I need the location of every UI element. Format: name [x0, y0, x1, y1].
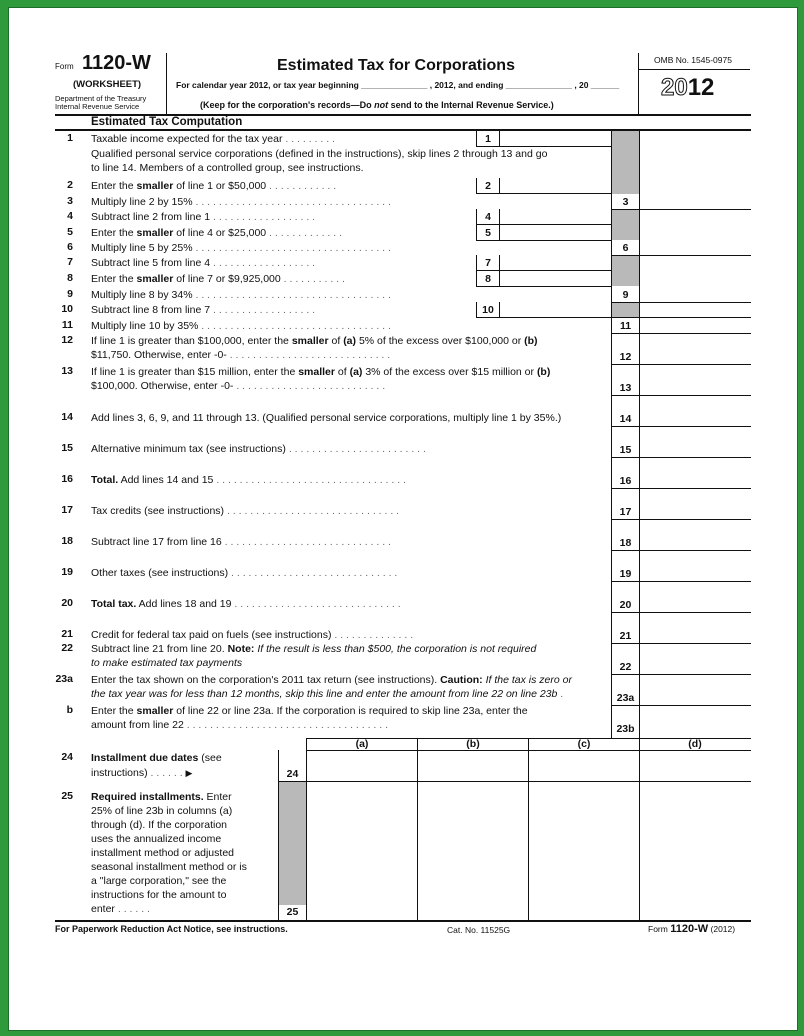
line-17-text: Tax credits (see instructions) . . . . . . . . . . . . . . . . . . . . . . . . . . . . . .	[91, 505, 400, 517]
box-label-8: 8	[485, 273, 491, 285]
col-header-b: (b)	[466, 738, 480, 750]
line-16-amount[interactable]	[640, 458, 750, 487]
box-label-13: 13	[619, 382, 632, 394]
inner-box-2-bottom	[476, 193, 611, 194]
shade-7-8	[612, 255, 639, 286]
header-divider-right	[638, 53, 639, 114]
box-label-11: 11	[619, 320, 632, 332]
line-23b-number: b	[66, 704, 73, 716]
footer-rule	[55, 920, 751, 922]
box-label-20: 20	[619, 599, 632, 611]
line-21-number: 21	[61, 628, 73, 640]
col-header-c: (c)	[577, 738, 591, 750]
line-25-text-2: 25% of line 23b in columns (a)	[91, 805, 233, 817]
line-25-text-4: uses the annualized income	[91, 833, 222, 845]
omb-rule	[639, 69, 750, 70]
row-9-bottom	[612, 302, 751, 303]
box-label-17: 17	[619, 506, 632, 518]
line-6-amount[interactable]	[640, 241, 750, 254]
line-3-text: Multiply line 2 by 15% . . . . . . . . . . . . . . . . . . . . . . . . . . . . . . . . . .	[91, 196, 391, 208]
line-4-amount[interactable]	[500, 210, 610, 223]
row-3-bottom	[612, 209, 751, 210]
line-25-text-7: a "large corporation," see the	[91, 875, 227, 887]
line-15-text: Alternative minimum tax (see instructions) . . . . . . . . . . . . . . . . . . . . . . . .	[91, 443, 426, 455]
line-23b-text-2: amount from line 22 . . . . . . . . . . . . . . . . . . . . . . . . . . . . . . . . . . .	[91, 719, 389, 731]
box-label-6: 6	[622, 242, 629, 254]
line-14-number: 14	[61, 411, 73, 423]
dept-line-2: Internal Revenue Service	[55, 102, 140, 111]
line-8-number: 8	[67, 272, 73, 284]
line-8-amount[interactable]	[500, 272, 610, 285]
omb-number: OMB No. 1545-0975	[654, 55, 732, 65]
box-label-15: 15	[619, 444, 632, 456]
line-23b-text: Enter the smaller of line 22 or line 23a. If the corporation is required to skip line 23a, enter the	[91, 705, 528, 717]
line-17-number: 17	[61, 504, 73, 516]
line-20-number: 20	[61, 597, 73, 609]
line-3-number: 3	[67, 195, 73, 207]
arrow-right-icon: ▶	[185, 768, 193, 778]
line-22-amount[interactable]	[640, 644, 750, 673]
line-16-text: Total. Add lines 14 and 15 . . . . . . . . . . . . . . . . . . . . . . . . . . . . . . . . .	[91, 474, 406, 486]
line-25-number: 25	[61, 790, 73, 802]
col-header-d: (d)	[688, 738, 702, 750]
line-25-text-5: installment method or adjusted	[91, 847, 234, 859]
line-11-amount[interactable]	[640, 319, 750, 332]
line-4-text: Subtract line 2 from line 1 . . . . . . . . . . . . . . . . . .	[91, 211, 316, 223]
col-d-left	[639, 738, 640, 920]
line-19-number: 19	[61, 566, 73, 578]
line-18-amount[interactable]	[640, 520, 750, 549]
line-25-text-3: through (d). If the corporation	[91, 819, 227, 831]
box-label-22: 22	[619, 661, 632, 673]
box-label-1: 1	[485, 133, 491, 145]
inner-box-8-bottom	[476, 286, 611, 287]
keep-records-note: (Keep for the corporation's records—Do not send to the Internal Revenue Service.)	[200, 100, 554, 110]
line-10-amount[interactable]	[500, 303, 610, 316]
box-label-4: 4	[485, 211, 491, 223]
line-11-number: 11	[61, 319, 73, 331]
line-5-number: 5	[67, 226, 73, 238]
section-title: Estimated Tax Computation	[91, 116, 243, 128]
line-24-number: 24	[61, 751, 73, 763]
line-8-text: Enter the smaller of line 7 or $9,925,000 . . . . . . . . . . .	[91, 273, 345, 285]
line-3-amount[interactable]	[640, 195, 750, 208]
line-13-amount[interactable]	[640, 365, 750, 394]
box-label-21: 21	[619, 630, 632, 642]
row-24-bottom	[279, 781, 751, 782]
line-9-number: 9	[67, 288, 73, 300]
catalog-number: Cat. No. 11525G	[447, 925, 511, 935]
line-7-amount[interactable]	[500, 256, 610, 269]
shade-25	[279, 781, 306, 905]
line-1-text: Taxable income expected for the tax year . . . . . . . . .	[91, 133, 335, 145]
box-label-24: 24	[286, 768, 299, 780]
line-10-text: Subtract line 8 from line 7 . . . . . . . . . . . . . . . . . .	[91, 304, 316, 316]
section-title-rule	[55, 129, 751, 131]
line-18-text: Subtract line 17 from line 16 . . . . . . . . . . . . . . . . . . . . . . . . . . . . .	[91, 536, 391, 548]
line-1-number: 1	[67, 132, 73, 144]
line-16-number: 16	[61, 473, 73, 485]
line-25-text-9: enter . . . . . .	[91, 903, 150, 915]
inner-box-10-bottom	[476, 317, 611, 318]
paperwork-notice: For Paperwork Reduction Act Notice, see instructions.	[55, 924, 288, 934]
row-10-bottom	[612, 317, 751, 318]
line-5-text: Enter the smaller of line 4 or $25,000 . . . . . . . . . . . . .	[91, 227, 342, 239]
line-24-text-2: instructions) . . . . . . ▶	[91, 767, 193, 779]
box-label-18: 18	[619, 537, 632, 549]
form-number: 1120-W	[82, 52, 151, 74]
worksheet-label: (WORKSHEET)	[73, 79, 142, 90]
footer-form: Form 1120-W (2012)	[648, 923, 736, 935]
required-installment-d[interactable]	[641, 783, 749, 919]
line-23b-amount[interactable]	[640, 706, 750, 735]
box-label-10: 10	[482, 304, 494, 316]
col-c-left	[528, 738, 529, 920]
box-label-12: 12	[619, 351, 632, 363]
line-7-text: Subtract line 5 from line 4 . . . . . . . . . . . . . . . . . .	[91, 257, 316, 269]
installment-date-b[interactable]	[419, 752, 527, 780]
shade-1-2	[612, 131, 639, 194]
line-15-amount[interactable]	[640, 427, 750, 456]
dept-line-1: Department of the Treasury	[55, 94, 147, 103]
line-2-text: Enter the smaller of line 1 or $50,000 . . . . . . . . . . . .	[91, 180, 337, 192]
line-13-number: 13	[61, 365, 73, 377]
line-17-amount[interactable]	[640, 489, 750, 518]
box-label-25: 25	[286, 906, 299, 918]
line-12-text-2: $11,750. Otherwise, enter -0- . . . . . . . . . . . . . . . . . . . . . . . . . . . .	[91, 349, 391, 361]
installment-date-c[interactable]	[530, 752, 638, 780]
required-installment-b[interactable]	[419, 783, 527, 919]
line-14-amount[interactable]	[640, 396, 750, 425]
form-title: Estimated Tax for Corporations	[277, 57, 515, 74]
line-13-text: If line 1 is greater than $15 million, enter the smaller of (a) 3% of the excess over $15 million or (b)	[91, 366, 551, 378]
line-22-text: Subtract line 21 from line 20. Note: If the result is less than $500, the corporation is not required	[91, 643, 537, 655]
line-12-text: If line 1 is greater than $100,000, enter the smaller of (a) 5% of the excess over $100,000 or (b)	[91, 335, 538, 347]
line-25-text-6: seasonal installment method or is	[91, 861, 247, 873]
line-22-text-2: to make estimated tax payments	[91, 657, 243, 669]
tax-year: 2012	[661, 74, 715, 101]
line-23a-number: 23a	[55, 673, 73, 685]
line-18-number: 18	[61, 535, 73, 547]
line-15-number: 15	[61, 442, 73, 454]
form-sheet	[8, 7, 798, 1031]
line-9-text: Multiply line 8 by 34% . . . . . . . . . . . . . . . . . . . . . . . . . . . . . . . . . .	[91, 289, 391, 301]
line-12-amount[interactable]	[640, 334, 750, 363]
inner-box-5-bottom	[476, 240, 611, 241]
line-13-text-2: $100,000. Otherwise, enter -0- . . . . . . . . . . . . . . . . . . . . . . . . . .	[91, 380, 386, 392]
row-6-bottom	[612, 255, 751, 256]
required-installment-c[interactable]	[530, 783, 638, 919]
calendar-year-line: For calendar year 2012, or tax year beginning ______________ , 2012, and ending ______________ , 20 ______	[176, 80, 620, 90]
box-label-23b: 23b	[616, 723, 635, 735]
line-14-text: Add lines 3, 6, 9, and 11 through 13. (Qualified personal service corporations, multiply line 1 by 35%.)	[91, 412, 562, 424]
line-7-number: 7	[67, 256, 73, 268]
line-10-number: 10	[61, 303, 73, 315]
box-label-14: 14	[619, 413, 632, 425]
col-b-left	[417, 738, 418, 920]
line-2-amount[interactable]	[500, 179, 610, 192]
line-20-amount[interactable]	[640, 582, 750, 611]
line-9-amount[interactable]	[640, 288, 750, 301]
line-24-text: Installment due dates (see	[91, 752, 222, 764]
line-23a-text-2: the tax year was for less than 12 months, skip this line and enter the amount from line 22 on line 23b .	[91, 688, 564, 700]
shade-10	[612, 302, 639, 317]
shade-4-5	[612, 209, 639, 240]
line-21-amount[interactable]	[640, 613, 750, 642]
line-11-text: Multiply line 10 by 35% . . . . . . . . . . . . . . . . . . . . . . . . . . . . . . . . .	[91, 320, 391, 332]
line-1-amount[interactable]	[500, 132, 610, 145]
inner-box-4-bottom	[476, 224, 611, 225]
box-label-7: 7	[485, 257, 491, 269]
line-2-number: 2	[67, 179, 73, 191]
form-word: Form	[55, 62, 74, 71]
line-5-amount[interactable]	[500, 226, 610, 239]
box-label-9: 9	[622, 289, 629, 301]
box-label-2: 2	[485, 180, 491, 192]
line-23a-amount[interactable]	[640, 675, 750, 704]
line-6-number: 6	[67, 241, 73, 253]
installment-date-a[interactable]	[308, 752, 416, 780]
line-20-text: Total tax. Add lines 18 and 19 . . . . . . . . . . . . . . . . . . . . . . . . . . . . .	[91, 598, 401, 610]
line-23a-text: Enter the tax shown on the corporation's 2011 tax return (see instructions). Caution: If the tax is zero or	[91, 674, 572, 686]
line-25-text-8: instructions for the amount to	[91, 889, 227, 901]
col-a-left	[306, 738, 307, 920]
box-label-5: 5	[485, 227, 491, 239]
box-label-3: 3	[622, 196, 629, 208]
header-divider-left	[166, 53, 167, 114]
required-installment-a[interactable]	[308, 783, 416, 919]
line-21-text: Credit for federal tax paid on fuels (see instructions) . . . . . . . . . . . . . .	[91, 629, 414, 641]
line-1-sub: Qualified personal service corporations (defined in the instructions), skip lines 2 through 13 and go	[91, 148, 548, 160]
box-label-19: 19	[619, 568, 632, 580]
box-label-16: 16	[619, 475, 632, 487]
box-label-23a: 23a	[616, 692, 635, 704]
inner-box-7-bottom	[476, 270, 611, 271]
col-header-a: (a)	[355, 738, 369, 750]
line-19-text: Other taxes (see instructions) . . . . . . . . . . . . . . . . . . . . . . . . . . . . .	[91, 567, 398, 579]
line-25-text: Required installments. Enter	[91, 791, 232, 803]
line-12-number: 12	[61, 334, 73, 346]
line-6-text: Multiply line 5 by 25% . . . . . . . . . . . . . . . . . . . . . . . . . . . . . . . . . .	[91, 242, 391, 254]
line-4-number: 4	[67, 210, 73, 222]
line-1-sub2: to line 14. Members of a controlled group, see instructions.	[91, 162, 364, 174]
line-22-number: 22	[61, 642, 73, 654]
line-19-amount[interactable]	[640, 551, 750, 580]
installment-date-d[interactable]	[641, 752, 749, 780]
